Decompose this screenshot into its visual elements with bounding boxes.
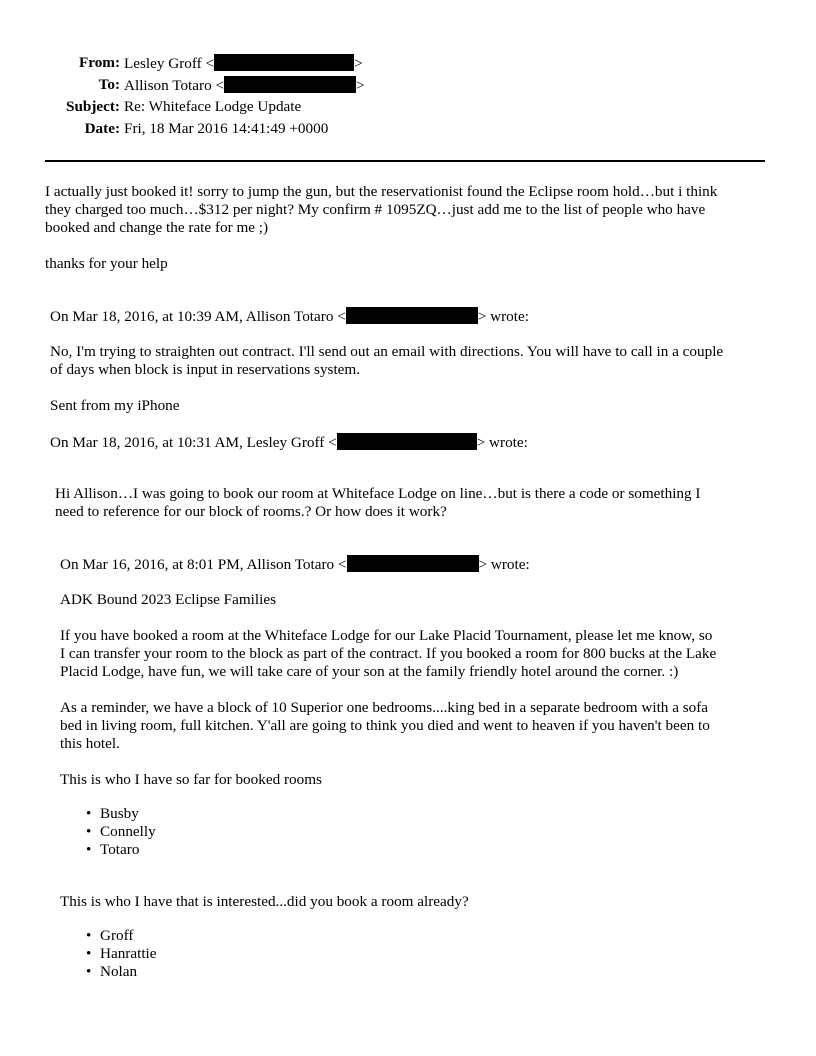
to-row — [0, 76, 816, 94]
bullet-icon: • — [86, 841, 92, 858]
body-line: I actually just booked it! sorry to jump the gun, but the reservationist found the Eclipse room hold…but i think — [45, 183, 718, 200]
body-line: No, I'm trying to straighten out contract. I'll send out an email with directions. You will have to call in a couple — [50, 343, 724, 360]
redacted-from-email — [214, 54, 354, 71]
interested-list — [60, 927, 157, 981]
attribution-text: On Mar 18, 2016, at 10:39 AM, Allison Totaro < — [50, 308, 346, 325]
list-item: • Nolan — [86, 963, 138, 980]
to-name: Allison Totaro < — [124, 77, 225, 94]
date-value: Fri, 18 Mar 2016 14:41:49 +0000 — [124, 120, 329, 137]
subject-row — [0, 98, 816, 116]
interested-intro: This is who I have that is interested...did you book a room already? — [60, 893, 469, 910]
list-item: • Totaro — [86, 841, 140, 858]
quote3-paragraph-2 — [60, 699, 790, 753]
to-label: To: — [98, 76, 120, 93]
booked-intro: This is who I have so far for booked rooms — [60, 771, 322, 788]
list-item: • Busby — [86, 805, 139, 822]
quote1-body — [50, 343, 790, 379]
list-item: • Connelly — [86, 823, 156, 840]
body-line: this hotel. — [60, 735, 120, 752]
body-line: Placid Lodge, have fun, we will take care of your son at the family friendly hotel around the corner. :) — [60, 663, 679, 680]
quote1-signature: Sent from my iPhone — [50, 397, 180, 414]
bullet-icon: • — [86, 963, 92, 980]
body-line: bed in living room, full kitchen. Y'all are going to think you died and went to heaven if you haven't been to — [60, 717, 710, 734]
body-line: of days when block is input in reservations system. — [50, 361, 361, 378]
bullet-icon: • — [86, 805, 92, 822]
bullet-icon: • — [86, 823, 92, 840]
bullet-icon: • — [86, 927, 92, 944]
body-line: Hi Allison…I was going to book our room at Whiteface Lodge on line…but is there a code or something I — [55, 485, 701, 502]
from-close: > — [354, 55, 363, 72]
from-row — [0, 54, 816, 72]
booked-list — [60, 805, 156, 859]
redacted-email — [347, 555, 479, 572]
message-body — [45, 183, 785, 237]
header-divider — [45, 160, 765, 162]
attribution-text: On Mar 16, 2016, at 8:01 PM, Allison Totaro < — [60, 556, 347, 573]
quote3-attribution — [60, 555, 530, 574]
redacted-to-email — [224, 76, 356, 93]
date-row — [0, 120, 816, 138]
subject-value: Re: Whiteface Lodge Update — [124, 98, 302, 115]
list-item: • Groff — [86, 927, 134, 944]
list-item: • Hanrattie — [86, 945, 157, 962]
quote3-paragraph-1 — [60, 627, 790, 681]
bullet-icon: • — [86, 945, 92, 962]
attribution-wrote: > wrote: — [477, 308, 529, 325]
attribution-wrote: > wrote: — [476, 434, 528, 451]
quote3-title: ADK Bound 2023 Eclipse Families — [60, 591, 276, 608]
body-line: If you have booked a room at the Whiteface Lodge for our Lake Placid Tournament, please let me know, so — [60, 627, 713, 644]
redacted-email — [337, 433, 477, 450]
body-line: I can transfer your room to the block as part of the contract. If you booked a room for 800 bucks at the Lake — [60, 645, 717, 662]
subject-label: Subject: — [66, 98, 120, 115]
from-label: From: — [78, 54, 120, 71]
thanks-line: thanks for your help — [45, 255, 168, 272]
quote2-attribution — [50, 433, 528, 452]
quote1-attribution — [50, 307, 529, 326]
date-label: Date: — [84, 120, 120, 137]
body-line: need to reference for our block of rooms.? Or how does it work? — [55, 503, 447, 520]
from-name: Lesley Groff < — [124, 55, 215, 72]
body-line: As a reminder, we have a block of 10 Superior one bedrooms....king bed in a separate bedroom with a sofa — [60, 699, 709, 716]
to-close: > — [356, 77, 365, 94]
body-line: booked and change the rate for me ;) — [45, 219, 269, 236]
quote2-body — [55, 485, 785, 521]
body-line: they charged too much…$312 per night? My confirm # 1095ZQ…just add me to the list of people who have — [45, 201, 706, 218]
attribution-wrote: > wrote: — [478, 556, 530, 573]
redacted-email — [346, 307, 478, 324]
attribution-text: On Mar 18, 2016, at 10:31 AM, Lesley Groff < — [50, 434, 337, 451]
